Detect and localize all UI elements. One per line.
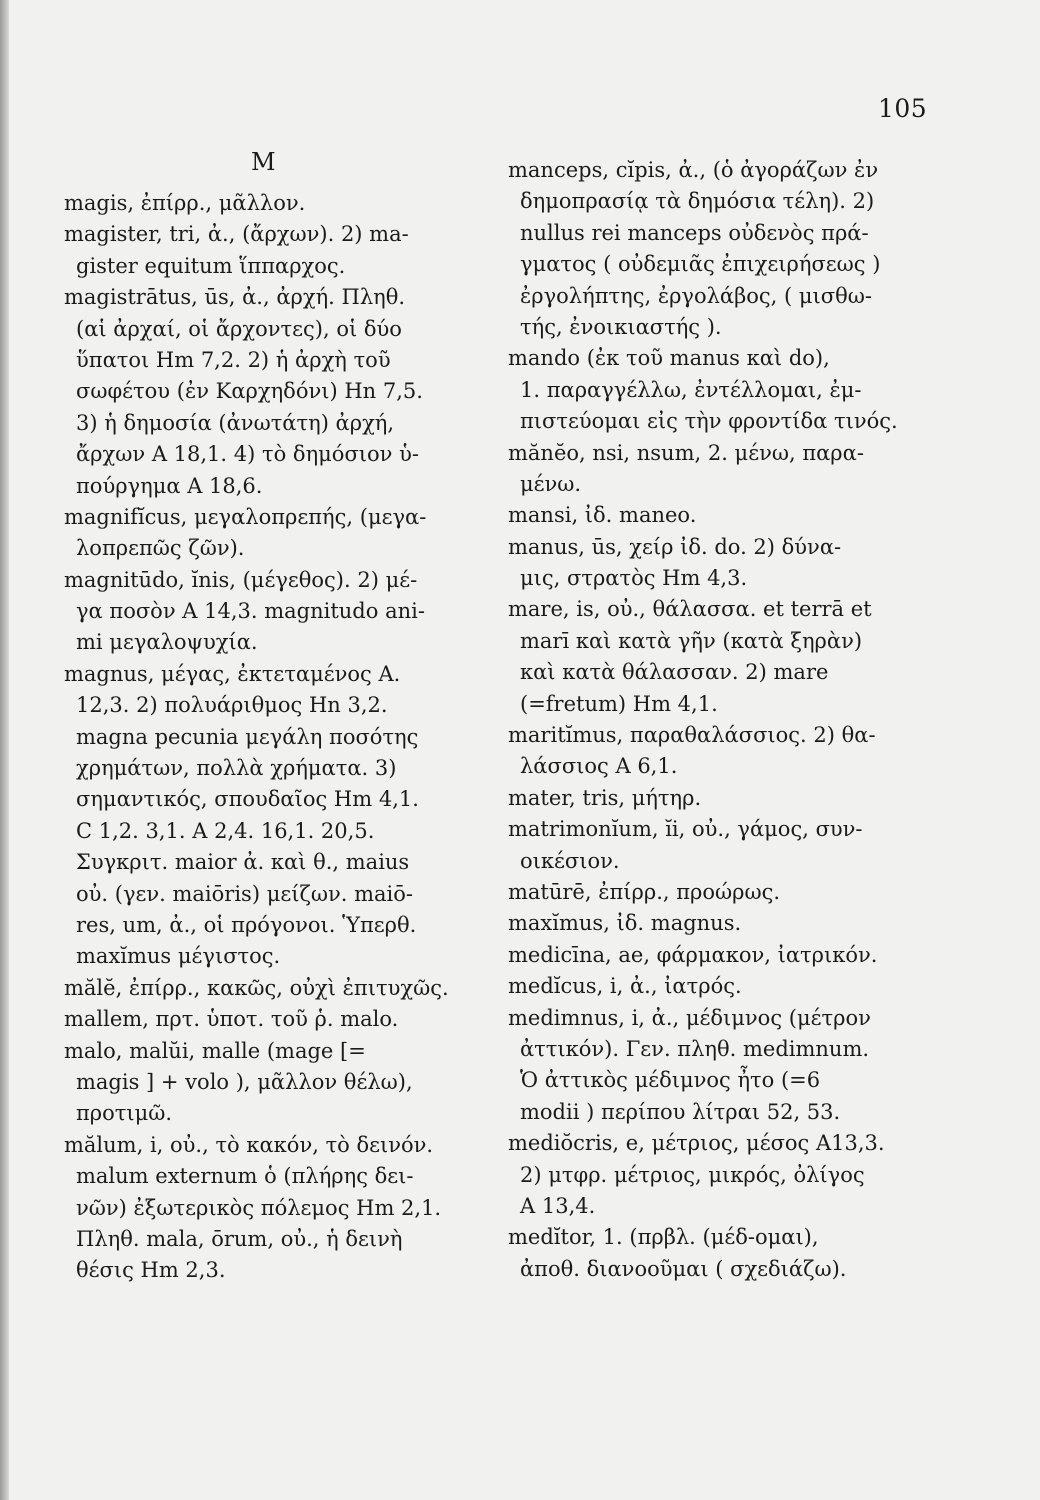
entry-continuation-line: malum externum ὁ (πλήρης δει- [76, 1164, 414, 1189]
entry-continuation-line: magis ] + volo ), μᾶλλον θέλω), [76, 1069, 413, 1094]
entry-headword-line: magistrātus, ūs, ἀ., ἀρχή. Πληθ. [64, 285, 406, 310]
entry-continuation-line: gister equitum ἵππαρχος. [76, 253, 346, 278]
entry-headword-line: mălum, i, οὐ., τὸ κακόν, τὸ δεινόν. [64, 1132, 434, 1157]
entry-headword-line: maritĭmus, παραθαλάσσιος. 2) θα- [508, 723, 876, 748]
entry-continuation-line: σημαντικός, σπουδαῖος Hm 4,1. [76, 787, 419, 812]
entry-continuation-line: πούργημα A 18,6. [76, 473, 263, 498]
entry-continuation-line: ἀττικόν). Γεν. πληθ. medimnum. [520, 1036, 870, 1061]
entry-continuation-line: (=fretum) Hm 4,1. [520, 691, 718, 716]
entry-headword-line: magister, tri, ἀ., (ἄρχων). 2) ma- [64, 222, 409, 247]
entry-headword-line: mare, is, οὐ., θάλασσα. et terrā et [508, 597, 872, 622]
entry-continuation-line: mi μεγαλοψυχία. [76, 630, 258, 655]
entry-continuation-line: C 1,2. 3,1. A 2,4. 16,1. 20,5. [76, 818, 375, 843]
entry-continuation-line: λάσσιος A 6,1. [520, 754, 678, 779]
left-column [64, 188, 479, 1287]
entry-continuation-line: Πληθ. mala, ōrum, οὐ., ἡ δεινὴ [76, 1226, 403, 1251]
entry-continuation-line: προτιμῶ. [76, 1101, 173, 1126]
entry-continuation-line: 1. παραγγέλλω, ἐντέλλομαι, ἐμ- [520, 377, 862, 402]
entry-headword-line: mansi, ἰδ. maneo. [508, 503, 697, 528]
entry-headword-line: matūrē, ἐπίρρ., προώρως. [508, 879, 781, 904]
entry-headword-line: mallem, πρτ. ὑποτ. τοῦ ῥ. malo. [64, 1007, 399, 1032]
entry-continuation-line: δημοπρασίᾳ τὰ δημόσια τέλη). 2) [520, 189, 875, 214]
entry-continuation-line: οὐ. (γεν. maiōris) μείζων. maiō- [76, 881, 413, 906]
entry-headword-line: matrimonĭum, ĭi, οὐ., γάμος, συν- [508, 817, 863, 842]
entry-continuation-line: A 13,4. [520, 1193, 596, 1218]
entry-headword-line: malo, malŭi, malle (mage [= [64, 1038, 366, 1063]
entry-continuation-line: 12,3. 2) πολυάριθμος Hn 3,2. [76, 693, 388, 718]
entry-continuation-line: γματος ( οὐδεμιᾶς ἐπιχειρήσεως ) [520, 252, 881, 277]
entry-continuation-line: νῶν) ἐξωτερικὸς πόλεμος Hm 2,1. [76, 1195, 442, 1220]
right-column [508, 155, 923, 1285]
entry-continuation-line: οικέσιον. [520, 848, 620, 873]
entry-continuation-line: 2) μτφρ. μέτριος, μικρός, ὀλίγος [520, 1162, 865, 1187]
entry-continuation-line: res, um, ἀ., οἱ πρόγονοι. Ὑπερθ. [76, 912, 417, 937]
entry-headword-line: maxĭmus, ἰδ. magnus. [508, 911, 742, 936]
page-edge [0, 0, 9, 1500]
entry-headword-line: medĭtor, 1. (πρβλ. (μέδ-ομαι), [508, 1225, 819, 1250]
entry-headword-line: manus, ūs, χείρ ἰδ. do. 2) δύνα- [508, 534, 842, 559]
entry-headword-line: mediŏcris, e, μέτριος, μέσος A13,3. [508, 1131, 885, 1156]
entry-headword-line: magnitūdo, ĭnis, (μέγεθος). 2) μέ- [64, 567, 418, 592]
entry-headword-line: medicīna, ae, φάρμακον, ἰατρικόν. [508, 942, 878, 967]
entry-headword-line: medimnus, i, ἀ., μέδιμνος (μέτρον [508, 1005, 871, 1030]
entry-headword-line: mando (ἐκ τοῦ manus καὶ do), [508, 346, 830, 371]
entry-headword-line: magnifĭcus, μεγαλοπρεπής, (μεγα- [64, 504, 427, 529]
entry-headword-line: mater, tris, μήτηρ. [508, 785, 702, 810]
entry-continuation-line: γα ποσὸν A 14,3. magnitudo ani- [76, 599, 425, 624]
entry-continuation-line: ἄρχων A 18,1. 4) τὸ δημόσιον ὑ- [76, 442, 419, 467]
entry-headword-line: magnus, μέγας, ἐκτεταμένος A. [64, 661, 401, 686]
entry-headword-line: magis, ἐπίρρ., μᾶλλον. [64, 191, 306, 215]
page-number: 105 [878, 94, 928, 123]
entry-continuation-line: ὕπατοι Hm 7,2. 2) ἡ ἀρχὴ τοῦ [76, 347, 391, 372]
entry-continuation-line: ἐργολήπτης, ἐργολάβος, ( μισθω- [520, 283, 872, 308]
entry-headword-line: mănĕo, nsi, nsum, 2. μένω, παρα- [508, 440, 864, 465]
entry-continuation-line: modii ) περίπου λίτραι 52, 53. [520, 1099, 841, 1124]
entry-headword-line: medĭcus, i, ἀ., ἰατρός. [508, 974, 742, 999]
entry-continuation-line: Συγκριτ. maior ἀ. καὶ θ., maius [76, 850, 410, 875]
entry-continuation-line: σωφέτου (ἐν Καρχηδόνι) Hn 7,5. [76, 379, 423, 404]
entry-continuation-line: Ὁ ἀττικὸς μέδιμνος ἦτο (=6 [520, 1068, 821, 1093]
entry-continuation-line: πιστεύομαι εἰς τὴν φροντίδα τινός. [520, 409, 898, 434]
entry-continuation-line: (αἱ ἀρχαί, οἱ ἄρχοντες), οἱ δύο [76, 316, 402, 341]
entry-continuation-line: θέσις Hm 2,3. [76, 1258, 226, 1283]
entry-continuation-line: 3) ἡ δημοσία (ἀνωτάτη) ἀρχή, [76, 410, 395, 435]
entry-headword-line: manceps, cĭpis, ἀ., (ὁ ἀγοράζων ἐν [508, 158, 879, 182]
entry-continuation-line: nullus rei manceps οὐδενὸς πρά- [520, 220, 869, 245]
entry-continuation-line: λοπρεπῶς ζῶν). [76, 536, 245, 561]
entry-continuation-line: μις, στρατὸς Hm 4,3. [520, 566, 748, 591]
entry-continuation-line: τής, ἐνοικιαστής ). [520, 314, 722, 339]
entry-continuation-line: ἀποθ. διανοοῦμαι ( σχεδιάζω). [520, 1256, 847, 1281]
entry-headword-line: mălĕ, ἐπίρρ., κακῶς, οὐχὶ ἐπιτυχῶς. [64, 975, 449, 1000]
entry-continuation-line: καὶ κατὰ θάλασσαν. 2) mare [520, 660, 829, 685]
entry-continuation-line: maxĭmus μέγιστος. [76, 944, 281, 969]
entry-continuation-line: μένω. [520, 471, 582, 496]
entry-continuation-line: magna pecunia μεγάλη ποσότης [76, 724, 419, 749]
section-letter: M [251, 148, 276, 176]
entry-continuation-line: marī καὶ κατὰ γῆν (κατὰ ξηρὰν) [520, 628, 863, 653]
entry-continuation-line: χρημάτων, πολλὰ χρήματα. 3) [76, 756, 397, 781]
